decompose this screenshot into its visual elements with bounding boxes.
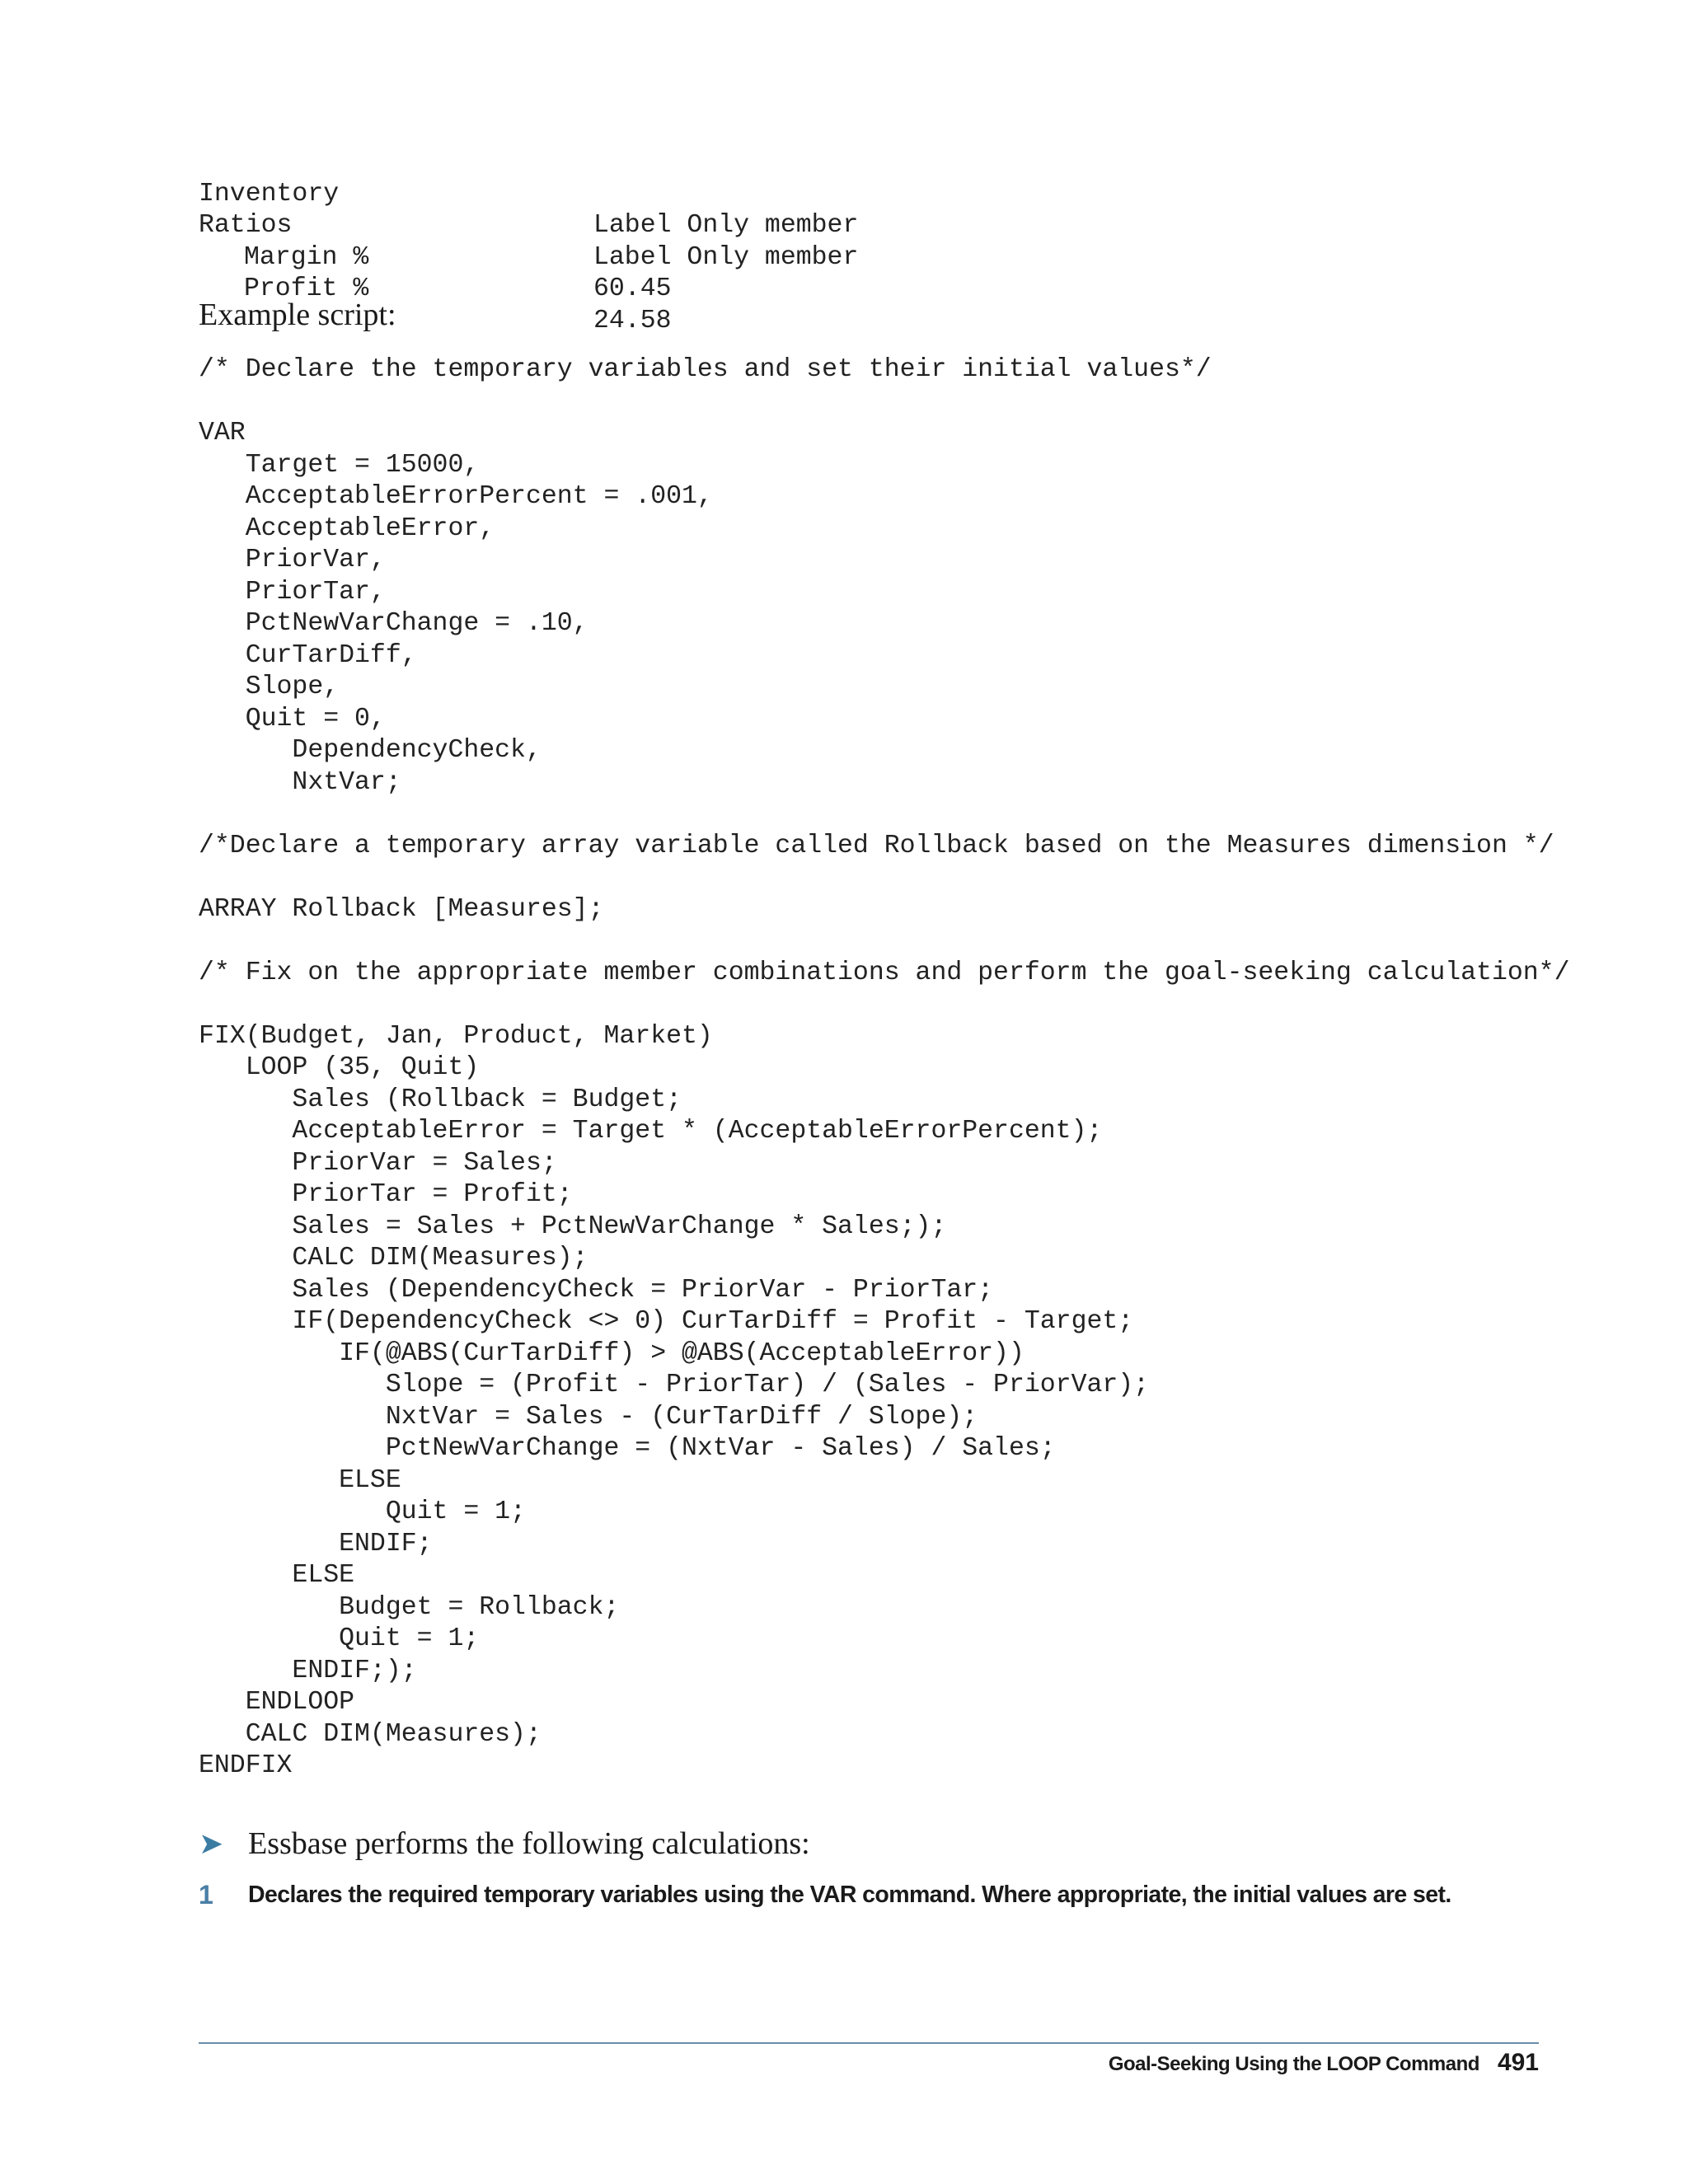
code-line (199, 926, 1569, 958)
code-line: /* Fix on the appropriate member combinations and perform the goal-seeking calculation*/ (199, 958, 1570, 987)
code-line: Slope = (Profit - PriorTar) / (Sales - PriorVar); (199, 1371, 1150, 1399)
example-script-heading: Example script: (199, 298, 396, 332)
footer-rule (199, 2042, 1539, 2044)
code-line: Target = 15000, (199, 450, 480, 480)
member-value: Label Only member (593, 211, 859, 240)
code-line: PctNewVarChange = (NxtVar - Sales) / Sales; (199, 1434, 1056, 1463)
code-line: Budget = Rollback; (199, 1592, 620, 1622)
code-line: CALC DIM(Measures); (199, 1244, 588, 1272)
code-line: Sales (DependencyCheck = PriorVar - PriorTar; (199, 1275, 994, 1305)
code-line: Quit = 0, (199, 704, 386, 733)
code-line: PriorTar = Profit; (199, 1180, 573, 1209)
code-line: CALC DIM(Measures); (199, 1719, 542, 1749)
code-line: ENDLOOP (199, 1688, 355, 1717)
step-text: Declares the required temporary variables using the VAR command. Where appropriate, the initial values are set. (248, 1882, 1451, 1908)
code-line: Sales = Sales + PctNewVarChange * Sales;); (199, 1212, 947, 1241)
step-number: 1 (199, 1880, 213, 1910)
member-value: 24.58 (593, 306, 672, 335)
code-line: NxtVar = Sales - (CurTarDiff / Slope); (199, 1402, 978, 1432)
code-line: CurTarDiff, (199, 640, 417, 670)
code-line: /*Declare a temporary array variable called Rollback based on the Measures dimension */ (199, 831, 1554, 860)
code-line: Slope, (199, 673, 340, 701)
code-line: FIX(Budget, Jan, Product, Market) (199, 1021, 713, 1051)
code-line: Quit = 1; (199, 1497, 526, 1526)
member-name: Profit % (244, 274, 369, 303)
task-arrow-icon: ➤ (199, 1827, 224, 1860)
code-line: ARRAY Rollback [Measures]; (199, 894, 604, 924)
page-footer (1109, 2049, 1539, 2077)
example-script-code (199, 354, 1569, 1783)
code-line: ENDFIX (199, 1751, 293, 1780)
code-line: ENDIF;); (199, 1656, 417, 1685)
code-line: LOOP (35, Quit) (199, 1053, 480, 1082)
code-line: ELSE (199, 1465, 401, 1495)
code-line: VAR (199, 419, 246, 448)
code-line (199, 862, 1569, 894)
code-line: AcceptableError = Target * (AcceptableErrorPercent); (199, 1117, 1103, 1146)
code-line: PctNewVarChange = .10, (199, 609, 588, 638)
footer-section-title: Goal-Seeking Using the LOOP Command (1108, 2053, 1479, 2075)
code-line: IF(DependencyCheck <> 0) CurTarDiff = Profit - Target; (199, 1307, 1134, 1336)
code-line: AcceptableErrorPercent = .001, (199, 482, 713, 511)
code-line: IF(@ABS(CurTarDiff) > @ABS(AcceptableError)) (199, 1338, 1025, 1368)
code-line: PriorTar, (199, 577, 386, 607)
code-line: ENDIF; (199, 1529, 433, 1558)
code-line: AcceptableError, (199, 513, 495, 543)
code-line (199, 387, 1569, 419)
code-line: PriorVar = Sales; (199, 1148, 557, 1178)
code-line: PriorVar, (199, 546, 386, 574)
code-line (199, 989, 1569, 1021)
member-name: Ratios (199, 211, 293, 240)
code-line: NxtVar; (199, 767, 401, 797)
task-text: Essbase performs the following calculations: (248, 1826, 810, 1861)
code-line: ELSE (199, 1561, 355, 1590)
code-line: DependencyCheck, (199, 736, 542, 765)
member-name: Inventory (199, 179, 340, 209)
code-line (199, 799, 1569, 831)
member-value: Label Only member (593, 242, 859, 272)
code-line: /* Declare the temporary variables and set their initial values*/ (199, 355, 1212, 384)
member-value: 60.45 (593, 274, 672, 303)
code-line: Quit = 1; (199, 1624, 480, 1653)
page-number: 491 (1497, 2049, 1539, 2076)
code-line: Sales (Rollback = Budget; (199, 1085, 682, 1114)
member-name: Margin % (244, 242, 369, 272)
